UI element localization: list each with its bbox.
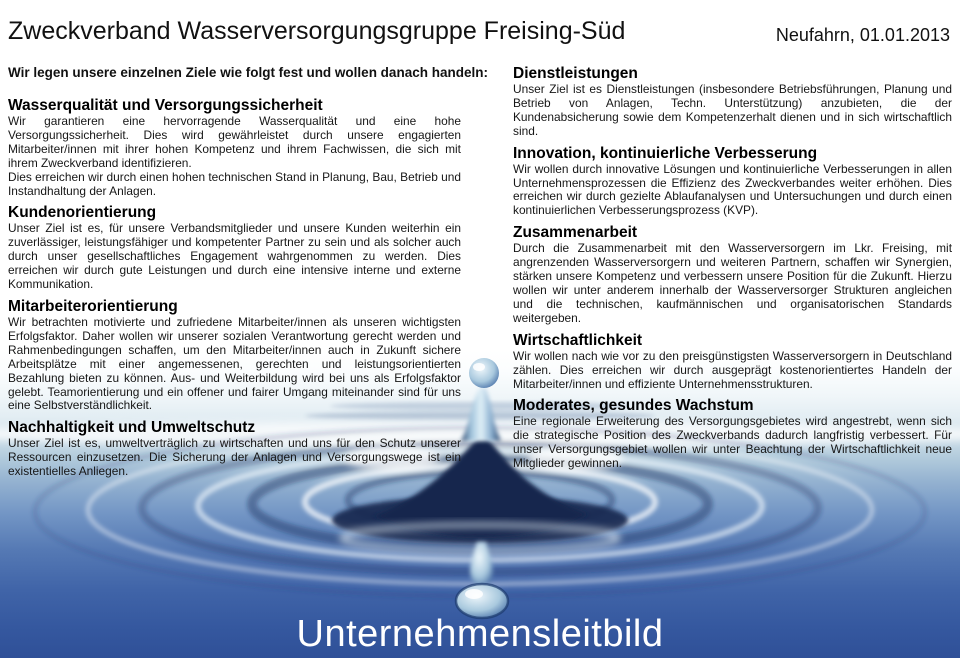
section-heading: Wirtschaftlichkeit xyxy=(513,331,643,349)
section-zusammenarbeit xyxy=(513,224,952,325)
section-paragraph: Wir wollen durch innovative Lösungen und kontinuierliche Verbesserungen in allen Unternehmensprozessen die Effizienz des Zweckverbandes weiter erhöhen. Dies erreichen wir durch gezielte Ablaufanalysen und Untersuchungen und durch einen kontinuierlichen Verbesserungsprozess (KVP). xyxy=(513,161,952,218)
page-title: Zweckverband Wasserversorgungsgruppe Freising-Süd xyxy=(8,17,626,45)
section-paragraph: Wir wollen nach wie vor zu den preisgünstigsten Wasserversorgern in Deutschland zählen. Dies erreichen wir durch ausgeprägt kostenorientiertes Handeln der Mitarbeiter/innen und effiziente Unternehmensstrukturen. xyxy=(513,348,952,391)
section-heading: Innovation, kontinuierliche Verbesserung xyxy=(513,144,818,162)
section-paragraph: Wir garantieren eine hervorragende Wasserqualität und eine hohe Versorgungssicherheit. Dies wird gewährleistet durch unsere engagierten Mitarbeiter/innen mit ihrer hohen Kompetenz und ihrem Fachwissen, die sich mit ihrem Zweckverband identifizieren. xyxy=(8,114,461,170)
section-paragraph: Eine regionale Erweiterung des Versorgungsgebietes wird angestrebt, wenn sich die strategische Position des Zweckverbands dadurch langfristig verbessert. Für unser Versorgungsgebiet wollen wir unter Beachtung der Wirtschaftlichkeit neue Mitglieder gewinnen. xyxy=(513,414,952,471)
photo-caption: Unternehmensleitbild xyxy=(296,613,664,655)
section-dienstleistungen xyxy=(513,65,952,139)
right-column xyxy=(513,65,952,477)
section-paragraph: Unser Ziel ist es Dienstleistungen (insbesondere Betriebsführungen, Planung und Betrieb von Anlagen, Techn. Unterstützung) anzubieten, die der Kundenabsicherung sowie dem Kompetenzerhalt dienen und in sich wirtschaftlich sind. xyxy=(513,82,952,138)
section-wasserqualitaet xyxy=(8,97,461,198)
section-nachhaltigkeit xyxy=(8,419,461,479)
section-paragraph: Unser Ziel ist es, umweltverträglich zu wirtschaften und uns für den Schutz unserer Ressourcen einzusetzen. Die Sicherung der Anlagen und Versorgungswege ist ein existentielles Anliegen. xyxy=(8,436,461,479)
section-kundenorientierung xyxy=(8,204,461,292)
section-paragraph: Durch die Zusammenarbeit mit den Wasserversorgern im Lkr. Freising, mit angrenzenden Wasserversorgern und weiteren Partnern, schaffen wir Synergien, stärken unsere Kompetenz und verbessern unsere Position für die Zukunft. Hierzu wollen wir unter anderem innerhalb der Wasserversorger Strukturen angleichen und die technischen, kaufmännischen und organisatorischen Standards weitergeben. xyxy=(513,241,952,325)
section-heading: Mitarbeiterorientierung xyxy=(8,297,178,315)
section-mitarbeiterorientierung xyxy=(8,298,461,413)
section-innovation xyxy=(513,145,952,219)
section-heading: Dienstleistungen xyxy=(513,65,638,82)
section-heading: Kundenorientierung xyxy=(8,204,157,222)
header-date: Neufahrn, 01.01.2013 xyxy=(775,25,950,45)
intro-statement: Wir legen unsere einzelnen Ziele wie folgt fest und wollen danach handeln: xyxy=(8,65,488,80)
section-heading: Nachhaltigkeit und Umweltschutz xyxy=(8,419,256,437)
left-column xyxy=(8,97,461,485)
section-heading: Zusammenarbeit xyxy=(513,224,638,242)
section-heading: Wasserqualität und Versorgungssicherheit xyxy=(8,97,323,114)
section-wachstum xyxy=(513,397,952,471)
section-paragraph: Unser Ziel ist es, für unsere Verbandsmitglieder und unsere Kunden weiterhin ein zuverlässiger, leistungsfähiger und kompetenter Partner zu sein und als solcher auch durch unser gesellschaftliches Engagement wahrgenommen zu werden. Dies erreichen wir durch gute Leistungen und durch eine intensive interne und externe Kommunikation. xyxy=(8,221,461,292)
section-wirtschaftlichkeit xyxy=(513,332,952,392)
section-paragraph: Wir betrachten motivierte und zufriedene Mitarbeiter/innen als unseren wichtigsten Erfolgsfaktor. Daher wollen wir unserer sozialen Verantwortung gerecht werden und Rahmenbedingungen schaffen, um den Mitarbeiter/innen auch in Zukunft sichere Arbeitsplätze mit einer angemessenen, gerechten und leistungsorientierten Bezahlung bieten zu können. Aus- und Weiterbildung wird bei uns als Erfolgsfaktor gelebt. Teamorientierung und ein offener und fairer Umgang miteinander sind für uns eine Selbstverständlichkeit. xyxy=(8,314,461,413)
section-heading: Moderates, gesundes Wachstum xyxy=(513,397,754,415)
section-paragraph: Dies erreichen wir durch einen hohen technischen Stand in Planung, Bau, Betrieb und Instandhaltung der Anlagen. xyxy=(8,169,461,198)
